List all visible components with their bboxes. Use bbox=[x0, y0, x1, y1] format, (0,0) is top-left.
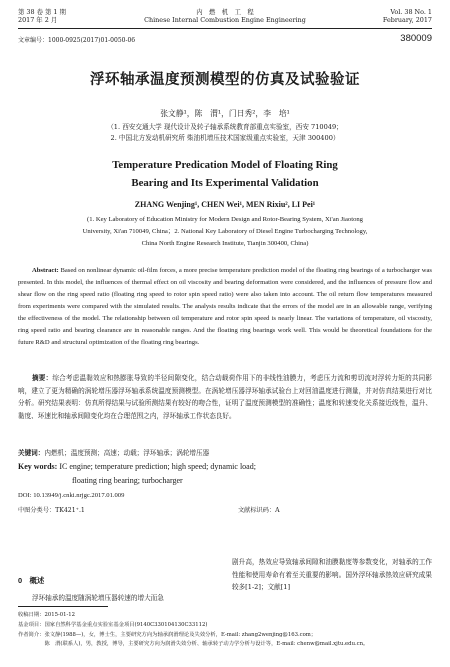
english-keywords-label: Key words: bbox=[18, 462, 58, 471]
header-journal-cn: 内 燃 机 工 程 bbox=[196, 8, 254, 16]
header-journal bbox=[18, 8, 432, 24]
english-keywords-line-1: IC engine; temperature prediction; high speed; dynamic load; bbox=[59, 462, 256, 471]
header-vol-en bbox=[383, 8, 432, 24]
chinese-keywords bbox=[18, 447, 432, 457]
header-date-cn: 2017 年 2 月 bbox=[18, 16, 58, 24]
english-affiliation-line-3: China North Engine Research Institute, Tianjin 300400, China) bbox=[141, 240, 309, 247]
chinese-abstract bbox=[18, 372, 432, 422]
english-title-line-1: Temperature Predication Model of Floating Ring bbox=[112, 159, 338, 171]
header-date-en: February, 2017 bbox=[382, 16, 432, 24]
english-keywords-line-2: floating ring bearing; turbocharger bbox=[72, 476, 183, 485]
intro-left-column: 浮环轴承的温度随涡轮增压器转速的增大而急 bbox=[32, 594, 164, 602]
english-abstract-label: Abstract: bbox=[32, 267, 59, 274]
chinese-keywords-label: 关键词： bbox=[18, 449, 45, 457]
running-header bbox=[18, 8, 432, 30]
doi: DOI: 10.13949/j.cnki.nrjgc.2017.01.009 bbox=[18, 492, 125, 499]
section-heading: 0 概述 bbox=[18, 576, 45, 585]
header-volume-issue: 第 38 卷 第 1 期 bbox=[18, 8, 66, 16]
page-code: 380009 bbox=[400, 33, 432, 44]
english-title bbox=[0, 156, 450, 192]
chinese-keywords-text: 内燃机；温度预测；高速；动载；浮环轴承；涡轮增压器 bbox=[44, 449, 210, 457]
english-affiliations bbox=[22, 214, 428, 250]
chinese-title: 浮环轴承温度预测模型的仿真及试验验证 bbox=[90, 71, 360, 88]
english-abstract-text: Based on nonlinear dynamic oil-film forces, a more precise temperature prediction model of the floating ring bearings of a turbocharger was presented. In this model, the influences of thermal effect on oil viscosity and bearing deformation were considered, and the influences of pressure flow and shear flow on the ring speed ratio (floating ring speed to rotor spin speed ratio) were also taken into account. The oil return flow temperatures measured from experiments were compared with the simulated results. The analysis results indicate that the errors of the model are in an allowable range, verifying the effectiveness of the model. The relationship between oil temperature and rotor spin speed is nearly linear. The variations of temperature, oil viscosity, ring speed ratio and bearing clearance are in reasonable ranges. And the floating ring bearings work well. This would be theoretical foundations for the future R&D and structural optimization of the floating ring bearings. bbox=[18, 267, 432, 346]
english-authors: ZHANG Wenjing¹, CHEN Wei¹, MEN Rixiu², LI Pei¹ bbox=[134, 200, 316, 209]
article-number: 文章编号：1000-0925(2017)01-0050-06 bbox=[18, 37, 136, 44]
footnote-received-date: 收稿日期：2015-01-12 bbox=[18, 612, 76, 618]
clc-number: 中图分类号：TK421⁺.1 bbox=[18, 507, 85, 514]
document-code: 文献标识码：A bbox=[238, 507, 280, 514]
footnote-author-2: 陈 渭(联系人)，男，教授，博导，主要研究方向为润滑失效分析、轴承转子动力学分析与设计等，E-mail: chenw@mail.xjtu.edu.cn。 bbox=[18, 641, 369, 648]
intro-right-column: 剧升高，热效应导致轴承间隙和油膜黏度等参数变化，对轴承的工作性能和使用寿命有着至关重要的影响。国外浮环轴承热效应研究成果较多[1-2]；文献[1] bbox=[232, 558, 432, 592]
english-abstract bbox=[18, 265, 432, 349]
english-keywords bbox=[18, 460, 432, 488]
english-affiliation-line-1: (1. Key Laboratory of Education Ministry for Modern Design and Rotor-Bearing System, Xi'an Jiaotong bbox=[87, 216, 363, 223]
header-journal-en: Chinese Internal Combustion Engine Engineering bbox=[144, 16, 306, 24]
chinese-affiliations bbox=[18, 122, 432, 144]
chinese-abstract-text: 综合考虑温黏效应和热膨胀导致的半径间隙变化，结合动载荷作用下的非线性油膜力，考虑压力流和剪切流对浮转力矩的共同影响，建立了更为精确的涡轮增压器浮环轴承系统温度预测模型。在涡轮增压器浮环轴承试验台上对回油温度进行测量，并对仿真结果进行对比分析。研究结果表明：仿真所得结果与试验所测结果有较好的吻合性，证明了温度预测模型的准确性；温度和转速变化关系接近线性，温升、黏度、环速比和轴承间隙变化均在合理范围之内，浮环轴承工作状态良好。 bbox=[18, 374, 433, 420]
chinese-affiliation-1: （1. 西安交通大学 现代设计及转子轴承系统教育部重点实验室，西安 710049； bbox=[107, 123, 343, 131]
footnote-funding: 基金项目：国家自然科学基金重点实验室基金项目(9140C330104130C33112) bbox=[18, 621, 208, 628]
header-rule bbox=[18, 28, 432, 29]
chinese-abstract-label: 摘要： bbox=[32, 374, 53, 382]
footnote-rule bbox=[18, 606, 108, 607]
header-vol-no: Vol. 38 No. 1 bbox=[390, 8, 432, 16]
footnote-author-1: 作者简介：张文静(1988—)，女，博士生，主要研究方向为轴承润滑理论及失效分析，E-mail: zhang2wenjing@163.com； bbox=[18, 631, 317, 638]
chinese-affiliation-2: 2. 中国北方发动机研究所 柴油机增压技术国家级重点实验室，天津 300400） bbox=[110, 134, 340, 142]
footnotes bbox=[18, 611, 432, 650]
english-title-line-2: Bearing and Its Experimental Validation bbox=[131, 177, 319, 189]
english-affiliation-line-2: University, Xi'an 710049, China；2. National Key Laboratory of Diesel Engine Turbocharging Technology, bbox=[82, 228, 368, 235]
chinese-authors: 张文静¹，陈 渭¹，门日秀²，李 培¹ bbox=[160, 109, 290, 118]
